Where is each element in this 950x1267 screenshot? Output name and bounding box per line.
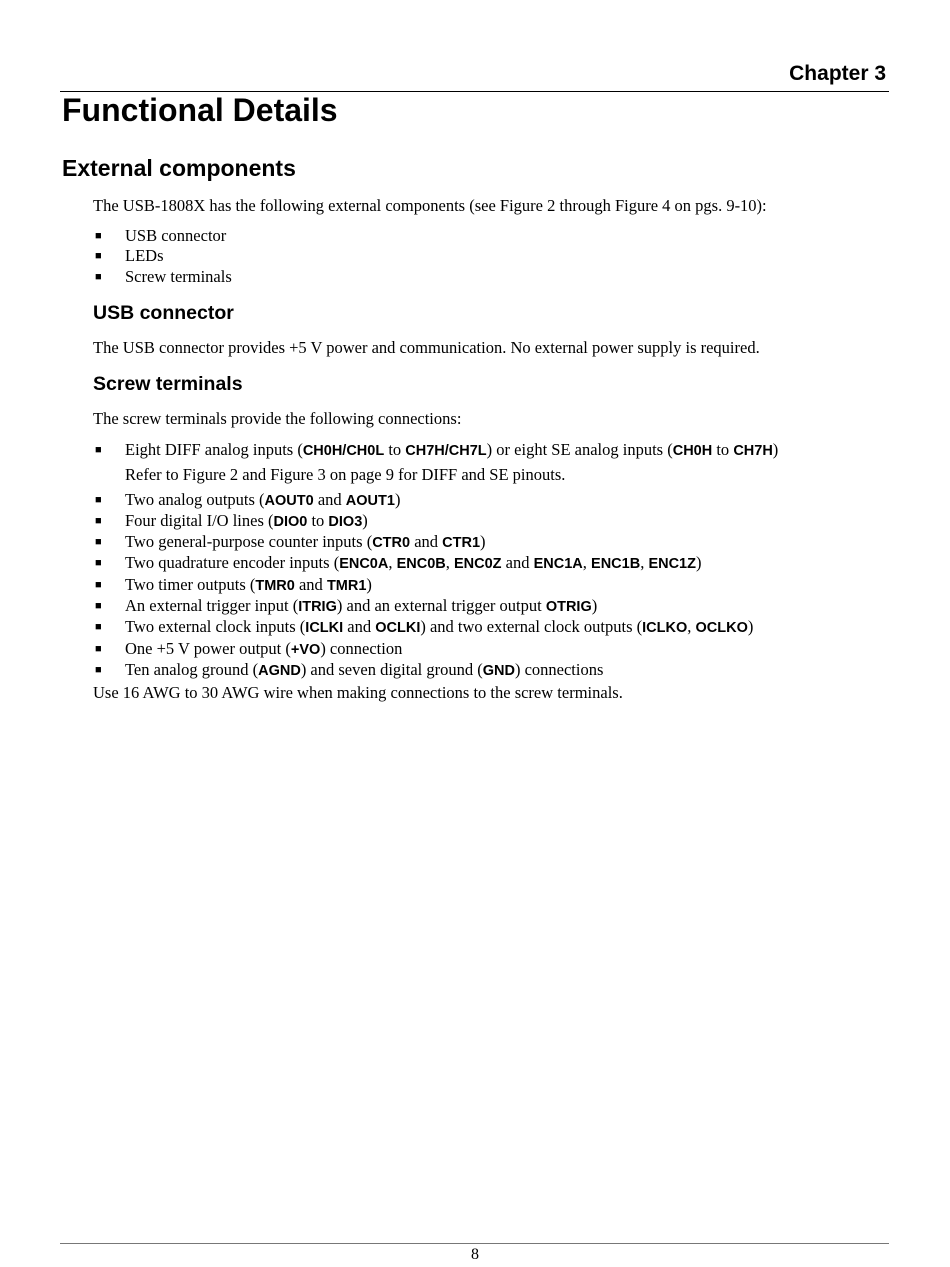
section-heading-screw-terminals: Screw terminals	[93, 373, 243, 395]
list-item: ■ Two timer outputs (TMR0 and TMR1)	[95, 574, 372, 594]
section-heading-usb-connector: USB connector	[93, 302, 234, 324]
list-item: ■ One +5 V power output (+VO) connection	[95, 638, 403, 658]
bullet-icon: ■	[95, 600, 102, 613]
bullet-icon: ■	[95, 536, 102, 549]
bullet-icon: ■	[95, 250, 102, 263]
bullet-icon: ■	[95, 642, 102, 655]
bullet-icon: ■	[95, 493, 102, 506]
screw-terminals-list	[93, 440, 778, 681]
bullet-icon: ■	[95, 230, 102, 242]
list-item: ■ An external trigger input (ITRIG) and an external trigger output OTRIG)	[95, 596, 598, 616]
page-number: 8	[471, 1246, 479, 1263]
bullet-icon: ■	[95, 578, 102, 591]
external-components-list	[93, 226, 232, 287]
screw-terminals-wire-note: Use 16 AWG to 30 AWG wire when making connections to the screw terminals.	[93, 683, 623, 702]
usb-connector-text: The USB connector provides +5 V power and communication. No external power supply is required.	[93, 338, 760, 357]
list-item: ■ USB connector	[95, 226, 227, 245]
bullet-icon: ■	[95, 444, 102, 456]
list-item: ■ Four digital I/O lines (DIO0 to DIO3)	[95, 510, 368, 530]
list-item: ■ Two external clock inputs (ICLKI and OCLKI) and two external clock outputs (ICLKO, OCLKO)	[95, 617, 754, 637]
list-item: ■ Two quadrature encoder inputs (ENC0A, ENC0B, ENC0Z and ENC1A, ENC1B, ENC1Z)	[95, 553, 702, 573]
bullet-icon: ■	[95, 557, 102, 570]
list-item: ■ Two analog outputs (AOUT0 and AOUT1)	[95, 489, 401, 509]
page-title: Functional Details	[62, 92, 338, 128]
list-item: ■ Two general-purpose counter inputs (CTR0 and CTR1)	[95, 532, 486, 552]
bullet-icon: ■	[95, 621, 102, 634]
bullet-icon: ■	[95, 514, 102, 527]
footer-rule	[60, 1243, 889, 1244]
list-item: ■ Eight DIFF analog inputs (CH0H/CH0L to CH7H/CH7L) or eight SE analog inputs (CH0H to CH7H) Refer to Figure 2 and Figure 3 on page 9 for DIFF and SE pinouts.	[95, 440, 779, 485]
list-item-note: Refer to Figure 2 and Figure 3 on page 9 for DIFF and SE pinouts.	[125, 465, 566, 485]
list-item: ■ LEDs	[95, 246, 164, 266]
external-components-intro: The USB-1808X has the following external components (see Figure 2 through Figure 4 on pgs. 9-10):	[93, 196, 767, 215]
list-item: ■ Ten analog ground (AGND) and seven digital ground (GND) connections	[95, 659, 604, 679]
section-heading-external-components: External components	[62, 155, 296, 181]
chapter-label: Chapter 3	[789, 62, 886, 85]
bullet-icon: ■	[95, 270, 102, 283]
bullet-icon: ■	[95, 663, 102, 676]
screw-terminals-intro: The screw terminals provide the following connections:	[93, 409, 462, 428]
list-item: ■ Screw terminals	[95, 266, 232, 286]
